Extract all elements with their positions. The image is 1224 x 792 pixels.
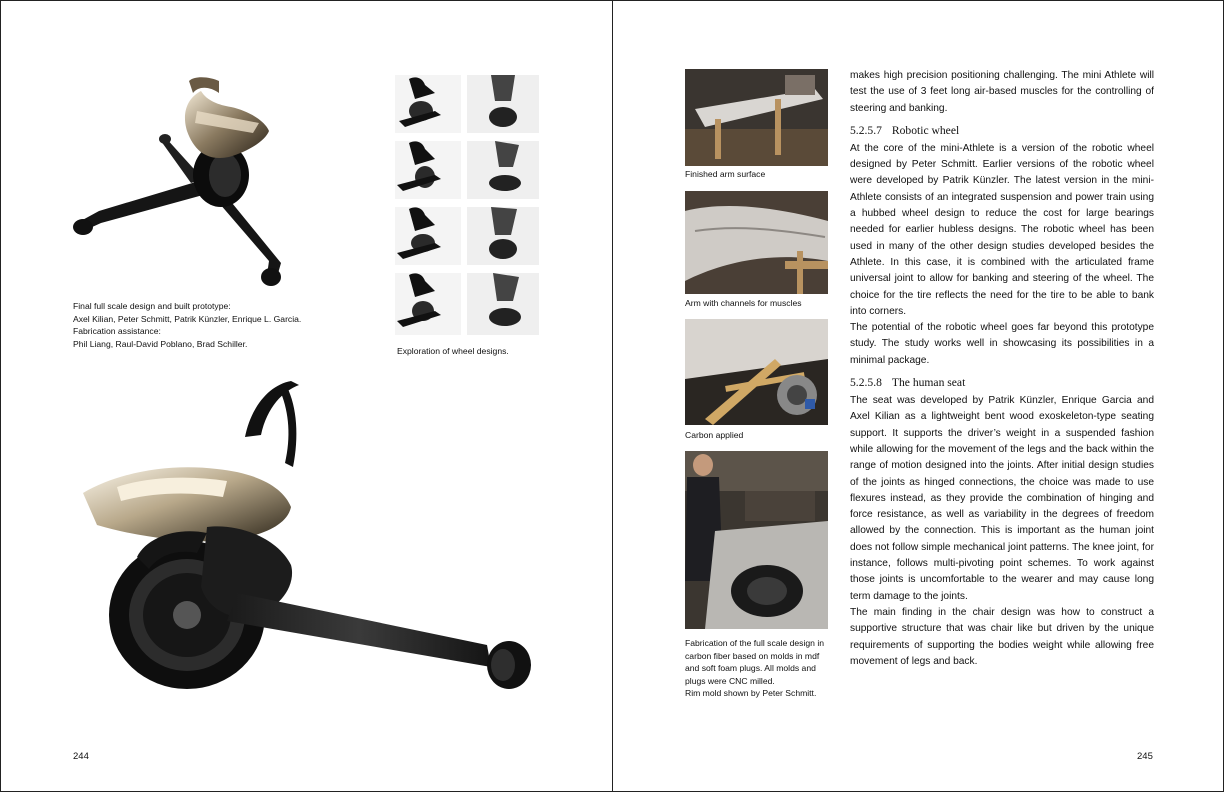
section-heading-human-seat [850,375,1154,391]
section-number: 5.2.5.7 [850,123,882,137]
caption-line: Final full scale design and built prototype: [73,301,231,311]
full-scale-design-render [77,377,547,697]
photo-arm-with-channels [685,191,828,294]
paragraph: The seat was developed by Patrik Künzler, Enrique Garcia and Axel Kilian as a lightweight bent wood exoskeleton-type seating support. It supports the driver’s weight in a suspended fashion while allowing for the movement of the legs and the back within the range of motion designed into the joints. After initial design studies of the joints as hinged connections, the choice was made to use flexures instead, as they provide the combination of hinging and force resistance, as well as variability in the degrees of freedom allowed by the connection. This is important as the human joint does not follow simple mechanical joint patterns. The knee joint, for instance, follows multi-pivoting point schemes. To work against those joints is uncomfortable to the wearer and may cause long term damage to the joints. [850,395,1154,602]
paragraph: At the core of the mini-Athlete is a version of the robotic wheel designed by Peter Schmitt. Earlier versions of the robotic wheel were developed by Patrik Künzler. The latest version in the mini-Athlete consists of an integrated suspension and power train using a hubbed wheel design to reduce the cost for large bearings needed for earlier hubless designs. The robotic wheel has been used in many of the other design studies developed besides the Athlete. In this case, it is combined with the articulated frame universal joint to allow for banking and steering of the wheel. The choice for the tire reflects the need for the tire to be able to bank into corners. [850,142,1154,317]
photo-rim-mold-fabrication [685,451,828,629]
photo-caption [685,168,765,181]
section-title: Robotic wheel [891,123,960,137]
paragraph: The potential of the robotic wheel goes far beyond this prototype study. The study works well in showcasing its possibilities in a minimal package. [850,322,1154,366]
section-heading-robotic-wheel [850,123,1154,139]
photo-carbon-applied [685,319,828,425]
tripod-prototype-render [69,71,299,301]
paragraph: The main finding in the chair design was how to construct a supportive structure that was chair like but driven by the unique requirements of supporting the bodies weight while allowing free movement of legs and back. [850,606,1154,667]
photo-caption [685,297,802,310]
section-number: 5.2.5.8 [850,376,882,390]
photo-caption [685,429,743,442]
caption-line: Fabrication of the full scale design in [685,638,825,648]
wheel-study-row [395,207,539,265]
section-title: The human seat [891,376,966,390]
fabrication-photo-caption [685,637,824,700]
wheel-design-exploration-grid [395,71,545,341]
page-number-right: 245 [1137,751,1153,762]
caption-line: Fabrication assistance: [73,326,161,337]
wheel-study-row [395,273,539,335]
page-gutter [612,1,613,791]
caption-line: carbon fiber based on molds in mdf [685,650,820,661]
caption-line: Finished arm surface [685,169,766,179]
body-text-column [850,68,1154,670]
caption-line: Arm with channels for muscles [685,298,802,308]
wheel-exploration-caption: Exploration of wheel designs. [397,346,509,356]
caption-line: Phil Liang, Raul-David Poblano, Brad Schiller. [73,338,248,349]
caption-line: Rim mold shown by Peter Schmitt. [685,688,817,699]
caption-line: and soft foam plugs. All molds and [685,663,816,674]
wheel-study-row [395,141,539,199]
photo-finished-arm-surface [685,69,828,166]
caption-line: Carbon applied [685,430,744,440]
wheel-study-row [395,75,539,133]
page-number-left: 244 [73,751,89,762]
prototype-credits-caption [73,300,301,350]
caption-line: Axel Kilian, Peter Schmitt, Patrik Künzler, Enrique L. Garcia. [73,313,302,324]
caption-line: plugs were CNC milled. [685,675,775,686]
intro-paragraph: makes high precision positioning challenging. The mini Athlete will test the use of 3 feet long air-based muscles for the controlling of steering and banking. [850,70,1154,114]
